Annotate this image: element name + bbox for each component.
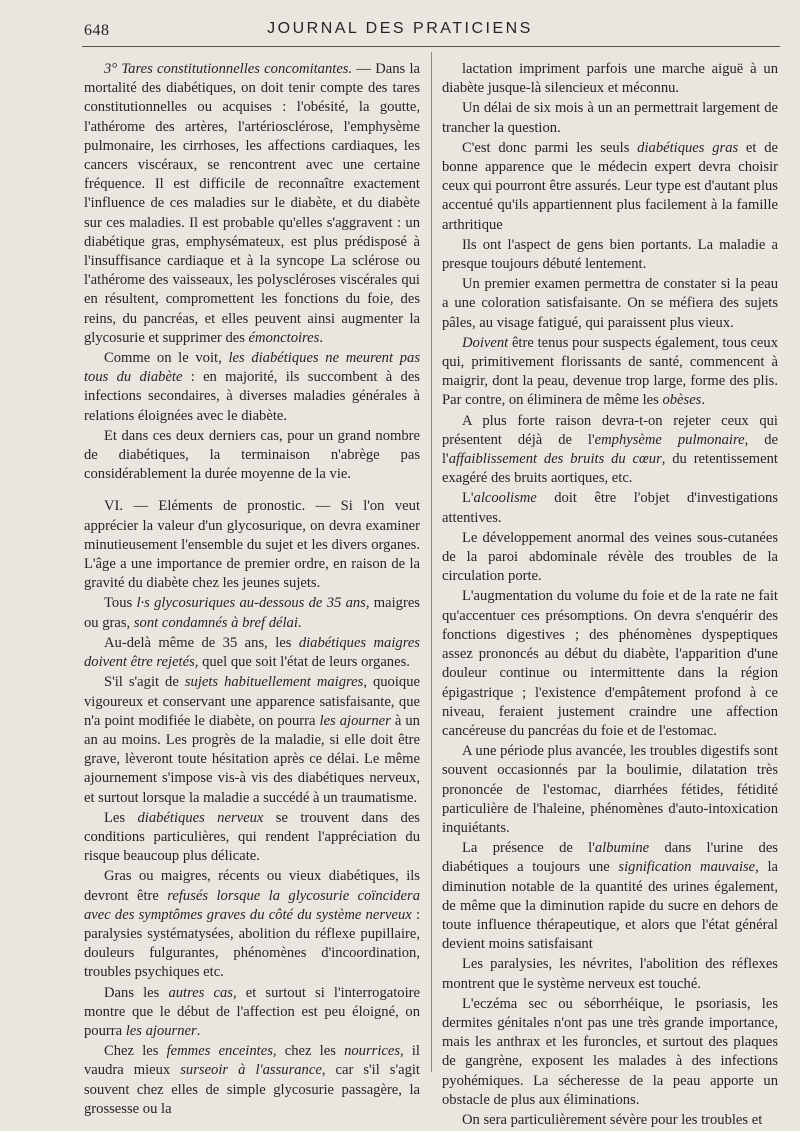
paragraph: On sera particulièrement sévère pour les troubles et xyxy=(462,1111,763,1128)
paragraph: Un premier examen permettra de constater si la peau a une coloration satisfaisante. On se méfiera des sujets pâles, au visage fatigué, qui paraissent plus vieux. xyxy=(442,276,778,331)
paragraph: Un délai de six mois à un an permettrait largement de trancher la question. xyxy=(442,100,778,136)
paragraph: Et dans ces deux derniers cas, pour un grand nombre de diabétiques, la terminaison n'abrège pas considérablement la durée moyenne de la vie. xyxy=(84,427,420,483)
right-column xyxy=(442,60,778,1131)
paragraph: Les diabétiques nerveux se trouvent dans des conditions particulières, qui rendent l'appréciation du risque beaucoup plus délicate. xyxy=(84,809,420,865)
paragraph: L'alcoolisme doit être l'objet d'investigations attentives. xyxy=(442,490,778,526)
paragraph: Comme on le voit, les diabétiques ne meurent pas tous du diabète : en majorité, ils succombent à des infections secondaires, à diverses maladies générales à relations éloignées avec le diabète. xyxy=(84,350,420,424)
paragraph: lactation impriment parfois une marche aiguë à un diabète jusque-là silencieux et méconnu. xyxy=(442,61,778,97)
paragraph: S'il s'agit de sujets habituellement maigres, quoique vigoureux et conservant une apparence satisfaisante, que n'a point modifiée le diabète, on pourra les ajourner à un an au moins. Les progrès de la maladie, si elle doit être grave, lèveront toute hésitation après ce délai. Le même ajournement s'impose vis-à vis des diabétiques nerveux, et surtout lorsque la maladie a succédé à un traumatisme. xyxy=(84,674,420,806)
left-column xyxy=(84,60,420,1120)
paragraph: La présence de l'albumine dans l'urine des diabétiques a toujours une signification mauvaise, la diminution notable de la quantité des urines également, de même que la diminution rapide du sucre en dehors de toute influence thérapeutique, et alors que l'état général devient moins satisfaisant xyxy=(442,840,778,953)
paragraph: L'augmentation du volume du foie et de la rate ne fait qu'accentuer ces présomptions. On devra s'enquérir des fonctions digestives ; des phénomènes dyspeptiques assez prononcés au début du diabète, l'apparition d'une douleur continue ou intermittente dans la région épigastrique ; l'existence d'empâtement profond à ce niveau, feraient justement craindre une affection cancéreuse du pancréas du foie et de l'estomac. xyxy=(442,588,778,739)
header-rule xyxy=(82,46,780,47)
paragraph: Chez les femmes enceintes, chez les nourrices, il vaudra mieux surseoir à l'assurance, car s'il s'agit souvent chez elles de simple glycosurie passagère, la grossesse ou la xyxy=(84,1043,420,1117)
paragraph: Au-delà même de 35 ans, les diabétiques maigres doivent être rejetés, quel que soit l'état de leurs organes. xyxy=(84,634,420,671)
paragraph: Le développement anormal des veines sous-cutanées de la paroi abdominale révèle des troubles de la circulation porte. xyxy=(442,529,778,585)
page-header xyxy=(0,18,800,48)
page-number: 648 xyxy=(84,22,110,39)
paragraph: Gras ou maigres, récents ou vieux diabétiques, ils devront être refusés lorsque la glycosurie coïncidera avec des symptômes graves du côté du système nerveux : paralysies systématysées, abolition du réflexe pupillaire, douleurs fulgurantes, phénomènes d'incoordination, troubles psychiques etc. xyxy=(84,868,421,981)
paragraph: Les paralysies, les névrites, l'abolition des réflexes montrent que le système nerveux est touché. xyxy=(442,956,778,992)
paragraph: VI. — Eléments de pronostic. — Si l'on veut apprécier la valeur d'un glycosurique, on devra examiner minutieusement l'ensemble du sujet et les divers organes. L'âge a une importance de premier ordre, en raison de la gravité du diabète chez les jeunes sujets. xyxy=(84,498,420,592)
paragraph: Tous l·s glycosuriques au-dessous de 35 ans, maigres ou gras, sont condamnés à bref délai. xyxy=(84,595,420,631)
paragraph: Dans les autres cas, et surtout si l'interrogatoire montre que le début de l'affection est peu éloigné, on pourra les ajourner. xyxy=(84,984,420,1039)
paragraph: C'est donc parmi les seuls diabétiques gras et de bonne apparence que le médecin expert devra choisir ceux qui pourront être assurés. Leur type est d'autant plus accentué qu'ils appartiennent plus facilement à la famille arthritique xyxy=(442,139,778,233)
paragraph: Ils ont l'aspect de gens bien portants. La maladie a presque toujours débuté lentement. xyxy=(442,236,778,273)
paragraph: A une période plus avancée, les troubles digestifs sont souvent occasionnés par la boulimie, dilatation très prononcée de l'estomac, diarrhées fétides, fétidité particulière de l'haleine, phénomènes d'auto-intoxication inquiétants. xyxy=(442,743,778,836)
paragraph: 3° Tares constitutionnelles concomitantes. — Dans la mortalité des diabétiques, on doit tenir compte des tares constitutionnelles ou acquises : l'obésité, la goutte, l'athérome des artères, l'artériosclérose, l'emphysème pulmonaire, les cirrhoses, les affections cardiaques, les cancers viscéraux, se rencontrent avec une certaine fréquence. Il est difficile de reconnaître exactement l'influence de ces maladies sur le diabète, et du diabète sur ces maladies. Il est probable qu'elles s'aggravent : un diabétique gras, emphysémateux, est plus prédisposé à l'insuffisance cardiaque et à la syncope La sclérose ou l'athérome des vaisseaux, les polyscléroses viscérales qui en résultent, compromettent les fonctions du foie, des reins, du pancréas, et elles peuvent ainsi augmenter la glycosurie et supprimer des émonctoires. xyxy=(84,61,420,346)
running-title: JOURNAL DES PRATICIENS xyxy=(267,20,533,37)
paragraph: L'eczéma sec ou séborrhéique, le psoriasis, les dermites génitales n'ont pas une très grande importance, mais les anthrax et les furoncles, et surtout des plaques de gangrène, exposent les malades à des infections pyohémiques. La sécheresse de la peau apporte un obstacle de plus aux éliminations. xyxy=(442,995,778,1108)
column-divider xyxy=(431,52,432,1072)
paragraph: A plus forte raison devra-t-on rejeter ceux qui présentent déjà de l'emphysème pulmonaire, de l'affaiblissement des bruits du cœur, du retentissement exagéré des bruits aortiques, etc. xyxy=(442,412,778,487)
paragraph: Doivent être tenus pour suspects également, tous ceux qui, primitivement florissants de santé, commencent à maigrir, dont la peau, devenue trop large, forme des plis. Par contre, on éliminera de même les obèses. xyxy=(442,334,778,409)
